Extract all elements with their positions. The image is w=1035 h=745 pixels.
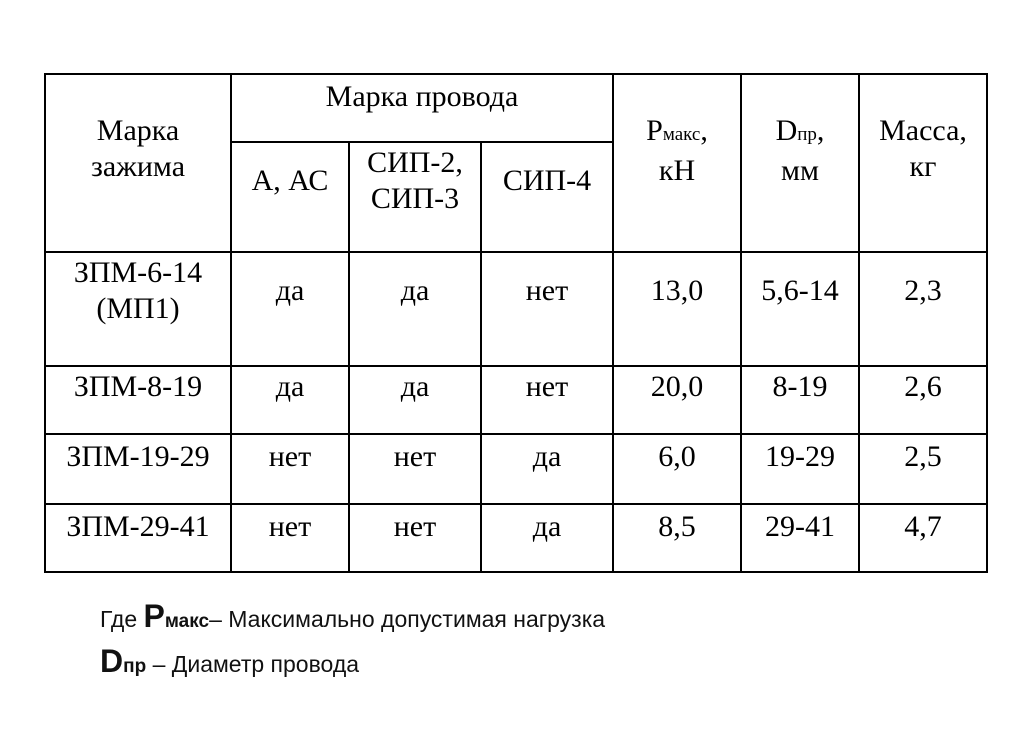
header-wire-type-sip23: [349, 142, 481, 252]
header-dpr-subscript: пр: [797, 124, 817, 145]
header-pmax-symbol: P: [646, 114, 663, 147]
note-dpr-symbol: D: [100, 643, 124, 679]
cell-mass: 2,6: [859, 366, 987, 434]
cell-sip23: да: [349, 366, 481, 434]
cell-dpr: 29-41: [741, 504, 859, 572]
cell-dpr: 19-29: [741, 434, 859, 504]
cell-clamp-line2: (МП1): [96, 292, 180, 325]
note-pmax-subscript: макс: [164, 611, 210, 632]
cell-sip4: да: [481, 434, 613, 504]
cell-mass: 2,5: [859, 434, 987, 504]
note-dpr-text: – Диаметр провода: [146, 651, 360, 677]
note-pmax-text: – Максимально допустимая нагрузка: [209, 606, 606, 632]
cell-sip23: нет: [349, 504, 481, 572]
header-dpr-label: [742, 113, 858, 153]
cell-sip4: нет: [481, 366, 613, 434]
cell-sip4: да: [481, 504, 613, 572]
cell-sip23: нет: [349, 434, 481, 504]
cell-sip4: нет: [481, 252, 613, 366]
header-wire-type-sip23-line2: СИП-3: [370, 182, 460, 215]
cell-clamp-line1: ЗПМ-6-14: [73, 256, 203, 289]
header-pmax: [613, 74, 741, 252]
header-pmax-subscript: макс: [662, 124, 701, 145]
cell-mass: 2,3: [859, 252, 987, 366]
header-dpr: [741, 74, 859, 252]
cell-pmax: 13,0: [613, 252, 741, 366]
header-wire-type-sip4: [481, 142, 613, 252]
header-mass-unit: кг: [909, 150, 937, 183]
note-pmax: [100, 598, 605, 635]
cell-a-ac: да: [231, 252, 349, 366]
cell-clamp: ЗПМ-29-41: [45, 504, 231, 572]
header-wire-type-a-ac: [231, 142, 349, 252]
note-pmax-prefix: Где: [100, 606, 144, 632]
header-wire-brand-label: Марка провода: [325, 80, 519, 113]
note-dpr-subscript: пр: [123, 656, 147, 677]
cell-mass: 4,7: [859, 504, 987, 572]
header-wire-brand: [231, 74, 613, 142]
header-mass-label: Масса,: [879, 114, 967, 147]
header-wire-type-sip4-label: СИП-4: [502, 164, 592, 197]
cell-dpr: 5,6-14: [741, 252, 859, 366]
header-wire-type-sip23-line1: СИП-2,: [367, 146, 463, 179]
cell-clamp: [45, 252, 231, 366]
cell-pmax: 20,0: [613, 366, 741, 434]
header-dpr-suffix: ,: [816, 114, 825, 147]
cell-sip23: да: [349, 252, 481, 366]
cell-dpr: 8-19: [741, 366, 859, 434]
header-wire-type-a-ac-label: А, АС: [251, 164, 329, 197]
header-dpr-unit: мм: [781, 154, 819, 187]
cell-a-ac: да: [231, 366, 349, 434]
cell-clamp: ЗПМ-19-29: [45, 434, 231, 504]
header-clamp-brand-line1: Марка: [96, 114, 180, 147]
cell-clamp: ЗПМ-8-19: [45, 366, 231, 434]
header-dpr-symbol: D: [775, 114, 798, 147]
header-mass: [859, 74, 987, 252]
header-row-main: [45, 74, 987, 142]
header-pmax-suffix: ,: [700, 114, 708, 147]
cell-pmax: 6,0: [613, 434, 741, 504]
header-pmax-unit: кН: [658, 154, 696, 187]
cell-a-ac: нет: [231, 434, 349, 504]
header-clamp-brand-line2: зажима: [90, 150, 186, 183]
note-pmax-symbol: P: [143, 598, 165, 634]
cell-a-ac: нет: [231, 504, 349, 572]
table-row: [45, 504, 987, 572]
table-row: [45, 252, 987, 366]
clamp-spec-table: [44, 73, 988, 573]
table-row: [45, 434, 987, 504]
table-row: [45, 366, 987, 434]
header-clamp-brand: [45, 74, 231, 252]
header-pmax-label: [614, 113, 740, 153]
cell-pmax: 8,5: [613, 504, 741, 572]
note-dpr: [100, 643, 359, 680]
